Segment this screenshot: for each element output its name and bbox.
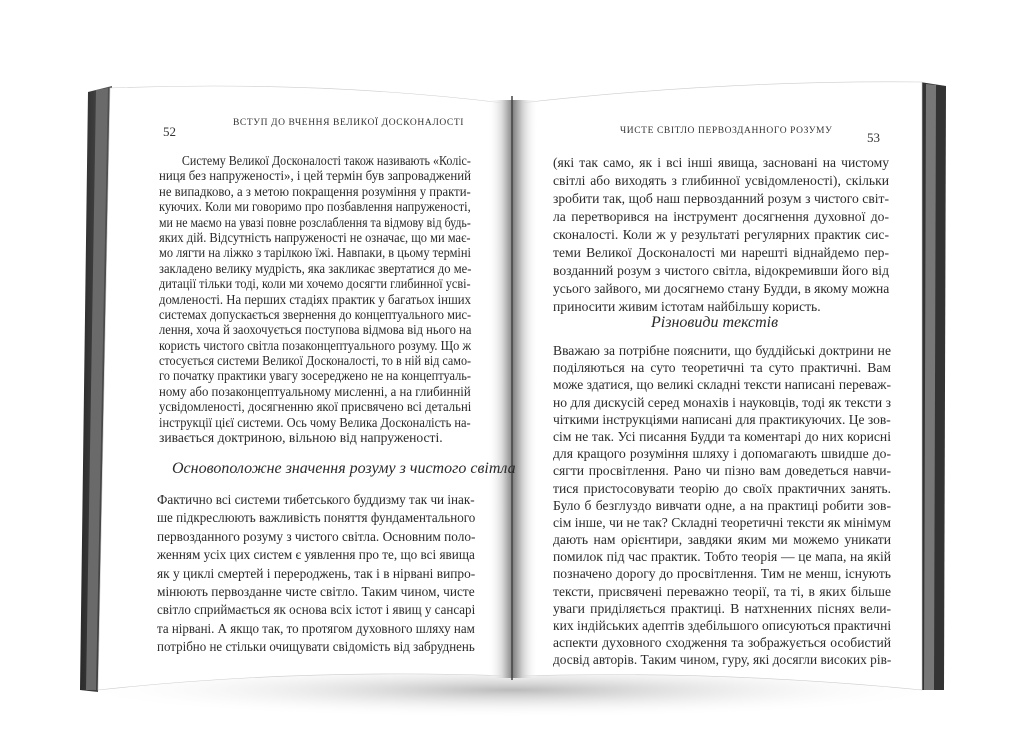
text-line: сім не так. Усі писання Будди та коментарі до них корисні bbox=[553, 428, 891, 444]
text-line: помилок під час практик. Тобто теорія — це мапа, на якій bbox=[553, 549, 891, 565]
text-line: Фактично всі системи тибетського буддизму так чи інак- bbox=[157, 492, 475, 507]
left-section-heading: Основоположне значення розуму з чистого світла bbox=[172, 460, 516, 477]
text-line: сягти просвітлення. Рано чи пізно вам доведеться навчи- bbox=[553, 463, 891, 479]
text-line: потрібно не стільки очищувати свідомість від забруднень bbox=[157, 639, 475, 655]
left-paragraph-1 bbox=[159, 153, 471, 445]
right-running-header: ЧИСТЕ СВІТЛО ПЕРВОЗДАННОГО РОЗУМУ bbox=[620, 126, 833, 136]
text-line: не випадково, а з метою покращення розуміння у практи- bbox=[159, 183, 471, 199]
text-line: (які так само, як і всі інші явища, засновані на чистому bbox=[553, 155, 889, 170]
right-page-number: 53 bbox=[867, 130, 880, 145]
text-line: тися пристосовувати теорію до своїх практичних занять. bbox=[553, 480, 891, 496]
text-line: чіткими інструкціями написані для практикуючих. Це зов- bbox=[553, 411, 891, 427]
text-line: та нірвані. А якщо так, то протягом духовного шляху нам bbox=[157, 620, 475, 636]
text-line: женням усіх цих систем є уявлення про те, що всі явища bbox=[157, 547, 475, 563]
text-line: поділяються на суто теоретичні та суто практичні. Вам bbox=[553, 360, 891, 376]
text-line: ла перетворився на інструмент досягнення духовної до- bbox=[553, 209, 889, 224]
text-line: Вважаю за потрібне пояснити, що буддійські доктрини не bbox=[553, 343, 891, 358]
text-line: ше підкреслюють важливість поняття фундаментального bbox=[157, 510, 476, 526]
text-line: світлі або виходять з глибинної усвідомленості), скільки bbox=[553, 173, 889, 188]
text-line: го початку практики увагу зосереджено не на концептуаль- bbox=[159, 368, 472, 384]
right-paragraph-1 bbox=[553, 154, 889, 316]
text-line: первозданного розуму з чистого світла. Основним поло- bbox=[157, 528, 476, 544]
left-spine-shade bbox=[488, 100, 512, 678]
left-running-header: ВСТУП ДО ВЧЕННЯ ВЕЛИКОЇ ДОСКОНАЛОСТІ bbox=[233, 118, 465, 128]
text-line: сім інше, чи не так? Складні теоретичні тексти як мінімум bbox=[553, 514, 891, 530]
left-paragraph-2 bbox=[157, 491, 475, 657]
text-line: яких дій. Відсутність напруженості не означає, що ми має- bbox=[159, 229, 471, 245]
text-line: приносити живим істотам найбільшу користь. bbox=[553, 299, 821, 314]
text-line: куючих. Коли ми говоримо про позбавлення напруженості, bbox=[159, 199, 471, 215]
text-line: інструкції цієї системи. Ось чому Велика Досконалість на- bbox=[159, 414, 471, 430]
text-line: теми Великої Досконалості ми нарешті віднайдемо пер- bbox=[553, 245, 889, 260]
text-line: системах допускається звернення до концептуального мис- bbox=[159, 306, 472, 322]
text-line: закладено велику мудрість, яка закликає звертатися до ме- bbox=[159, 260, 472, 276]
text-line: як у циклі смертей і перероджень, так і в нірвані випро- bbox=[157, 565, 476, 581]
text-line: зробити так, щоб наш первозданний розум з чистого світ- bbox=[553, 191, 889, 206]
right-section-heading: Різновиди текстів bbox=[651, 314, 779, 331]
text-line: досвід авторів. Таким чином, гуру, які досягли високих рів- bbox=[553, 652, 892, 668]
text-line: користь чистого світла позаконцептуального розуму. Що ж bbox=[159, 337, 472, 353]
text-line: сконалості. Коли ж у результаті регулярних практик сис- bbox=[553, 227, 889, 242]
text-line: для кращого розуміння шляху і допомагають швидше до- bbox=[553, 446, 891, 462]
text-line: усього зайвого, ми досягнемо стану Будди, в якому можна bbox=[553, 281, 890, 296]
text-line: но для дискусій серед монахів і науковців, тоді як тексти з bbox=[553, 394, 891, 410]
text-line: аспекти духовного сходження та зображується особистий bbox=[553, 635, 891, 651]
right-spine-shade bbox=[512, 100, 538, 678]
text-line: Систему Великої Досконалості також називають «Коліс- bbox=[181, 153, 471, 168]
text-line: світло сприймається як основа всіх істот і явищ у сансарі bbox=[157, 602, 476, 618]
text-line: Було б безглуздо вивчати одне, а на практиці робити зов- bbox=[553, 497, 891, 513]
text-line: ких індійських адептів здебільшого описуються практичні bbox=[553, 618, 892, 633]
text-line: може здатися, що великі складні тексти написані переваж- bbox=[553, 377, 892, 393]
text-line: домленості. На перших стадіях практик у багатьох інших bbox=[159, 291, 471, 307]
text-line: возданний розум з чистого світла, відокремивши його від bbox=[553, 263, 889, 278]
text-line: тексти, присвячені переважно теорії, та ті, в яких більше bbox=[553, 583, 891, 599]
text-line: ному або позаконцептуальному мисленні, а на глибинній bbox=[159, 383, 471, 399]
left-page-number: 52 bbox=[163, 124, 176, 139]
text-line: дають нам орієнтири, завдяки яким ми можемо уникати bbox=[553, 532, 891, 548]
text-line: уваги приділяється практиці. В натхненних піснях вели- bbox=[553, 600, 891, 616]
right-paragraph-2 bbox=[553, 342, 891, 669]
text-line: лення, хоча й заохочується поступова відмова від нього на bbox=[159, 322, 472, 338]
text-line: стосується системи Великої Досконалості, то в ній від само- bbox=[159, 353, 472, 369]
text-line: позначено дорогу до просвітлення. Тим не менш, існують bbox=[553, 566, 891, 582]
text-line: зивається доктриною, вільною від напруженості. bbox=[159, 430, 443, 446]
text-line: дитації тільки тоді, коли ми хочемо досягти глибинної усві- bbox=[159, 276, 471, 292]
text-line: мо лягти на ліжко з тарілкою їжі. Навпаки, в цьому терміні bbox=[159, 245, 471, 261]
text-line: мінюють первозданне чисте світло. Таким чином, чисте bbox=[157, 583, 475, 599]
text-line: усвідомленості, досягненню якої присвячено всі детальні bbox=[159, 399, 472, 415]
text-line: ниця без напруженості», і цей термін був запроваджений bbox=[159, 168, 471, 184]
text-line: ми не маємо на увазі повне розслаблення та відмову від будь- bbox=[159, 214, 471, 230]
